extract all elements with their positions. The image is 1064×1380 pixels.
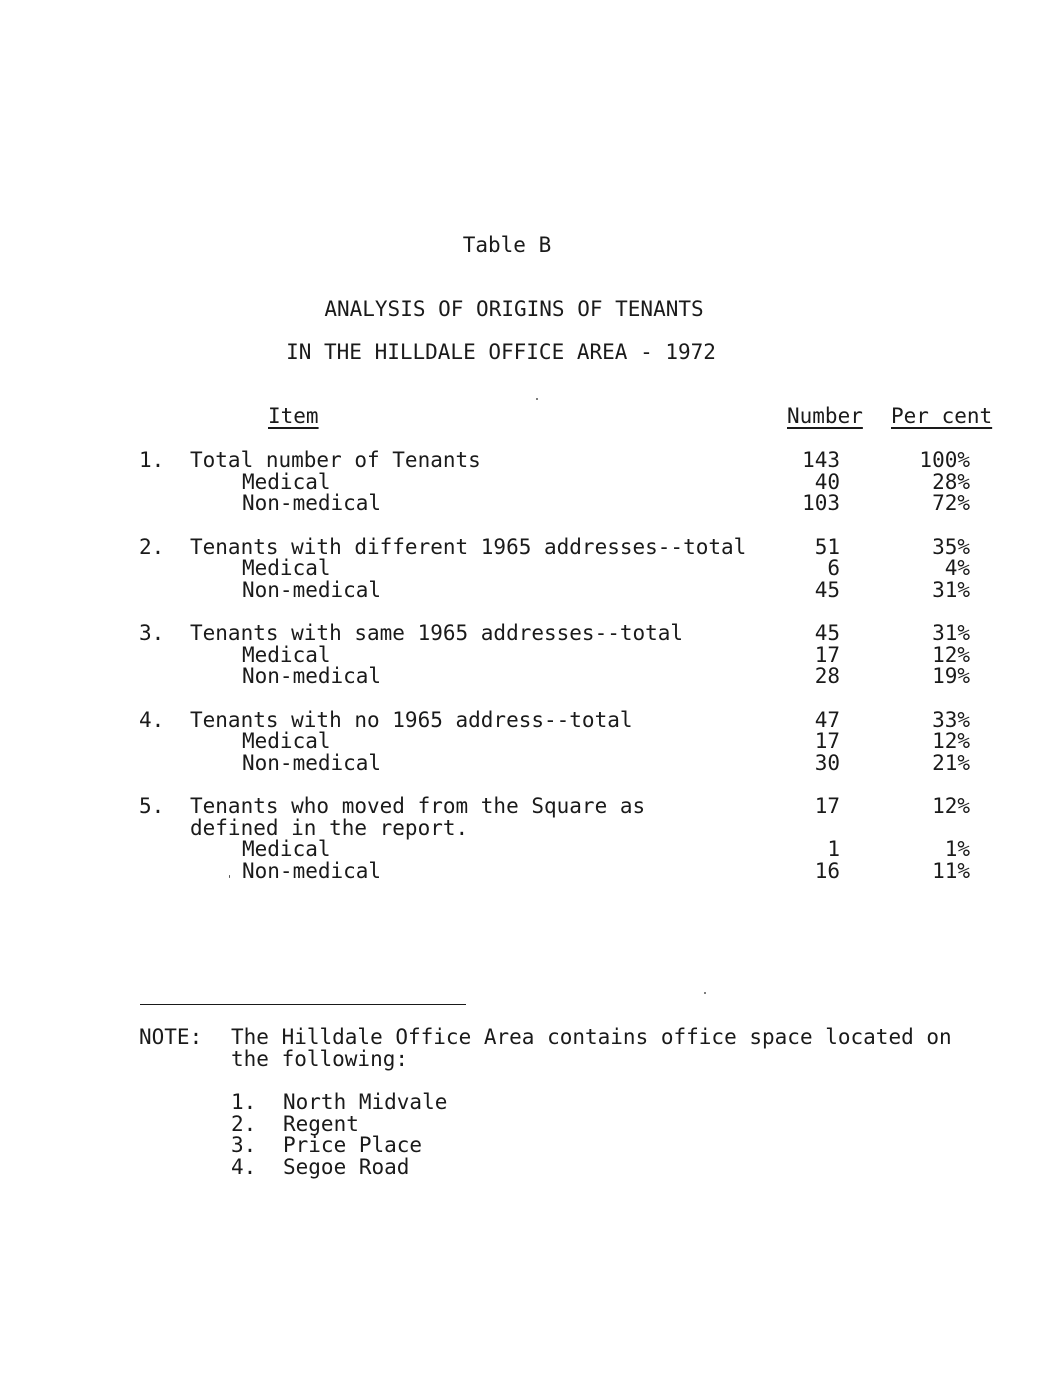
subrow-count: 17 xyxy=(814,729,840,753)
row-label: Total number of Tenants xyxy=(190,448,481,472)
scan-speck xyxy=(229,875,230,878)
row-count: 143 xyxy=(802,448,840,472)
subrow-percent: 11% xyxy=(932,858,970,883)
subrow-count: 30 xyxy=(814,750,840,775)
subrow-percent: 19% xyxy=(932,664,970,688)
subrow-percent: 31% xyxy=(932,577,970,602)
subrow-label: Medical xyxy=(242,469,331,494)
row-percent: 100% xyxy=(919,448,970,472)
subrow-count: 28 xyxy=(814,664,840,688)
row-number: 1. xyxy=(139,448,165,472)
subrow-percent: 4% xyxy=(944,556,970,580)
row-label: Tenants with no 1965 address--total xyxy=(190,707,633,732)
header-item: Item xyxy=(268,404,319,428)
note-label: NOTE: xyxy=(139,1025,203,1049)
row-count: 47 xyxy=(814,707,840,732)
row-percent: 31% xyxy=(932,621,970,645)
subrow-label: Medical xyxy=(242,556,331,580)
subrow-percent: 12% xyxy=(932,729,970,753)
row-number: 4. xyxy=(139,707,165,732)
row-count: 51 xyxy=(814,534,840,559)
subrow-percent: 72% xyxy=(932,491,970,515)
subrow-count: 45 xyxy=(814,577,840,602)
row-number: 2. xyxy=(139,534,165,559)
subrow-label: Non-medical xyxy=(242,750,382,775)
subrow-label: Medical xyxy=(242,837,331,861)
row-number: 5. xyxy=(139,794,165,818)
subrow-label: Medical xyxy=(242,642,331,667)
header-percent: Per cent xyxy=(891,404,993,428)
note-item-name: Segoe Road xyxy=(283,1154,410,1179)
subrow-percent: 12% xyxy=(932,642,970,667)
note-item-number: 3. xyxy=(231,1133,257,1157)
subrow-label: Non-medical xyxy=(242,491,382,515)
subrow-label: Non-medical xyxy=(242,858,382,883)
subrow-count: 1 xyxy=(827,837,840,861)
row-label: Tenants with different 1965 addresses--total xyxy=(190,534,747,559)
row-percent: 33% xyxy=(932,707,970,732)
subrow-count: 6 xyxy=(827,556,840,580)
subrow-count: 16 xyxy=(814,858,840,883)
table-title-line1: ANALYSIS OF ORIGINS OF TENANTS xyxy=(324,297,704,321)
table-title-line2: IN THE HILLDALE OFFICE AREA - 1972 xyxy=(286,340,716,364)
scan-speck xyxy=(704,992,706,994)
row-percent: 35% xyxy=(932,534,970,559)
note-text-line1: The Hilldale Office Area contains office space located on xyxy=(231,1025,952,1049)
note-item-number: 4. xyxy=(231,1154,257,1179)
row-count: 45 xyxy=(814,621,840,645)
table-label: Table B xyxy=(462,233,552,257)
subrow-percent: 21% xyxy=(932,750,970,775)
note-item-number: 1. xyxy=(231,1090,257,1114)
note-item-name: Regent xyxy=(283,1111,359,1136)
note-item-number: 2. xyxy=(231,1111,257,1136)
header-number: Number xyxy=(787,404,863,428)
scan-speck xyxy=(536,398,538,400)
subrow-percent: 28% xyxy=(932,469,970,494)
note-text-line2: the following: xyxy=(231,1047,409,1071)
row-percent: 12% xyxy=(932,794,970,818)
subrow-label: Medical xyxy=(242,729,331,753)
row-count: 17 xyxy=(814,794,840,818)
footnote-rule xyxy=(140,1004,466,1005)
subrow-label: Non-medical xyxy=(242,664,382,688)
note-item-name: North Midvale xyxy=(283,1090,448,1114)
row-label: defined in the report. xyxy=(190,815,469,840)
row-label: Tenants with same 1965 addresses--total xyxy=(190,621,684,645)
subrow-percent: 1% xyxy=(944,837,970,861)
note-item-name: Price Place xyxy=(283,1133,423,1157)
subrow-count: 40 xyxy=(814,469,840,494)
subrow-label: Non-medical xyxy=(242,577,382,602)
subrow-count: 103 xyxy=(802,491,840,515)
row-number: 3. xyxy=(139,621,165,645)
row-label: Tenants who moved from the Square as xyxy=(190,794,646,818)
subrow-count: 17 xyxy=(814,642,840,667)
